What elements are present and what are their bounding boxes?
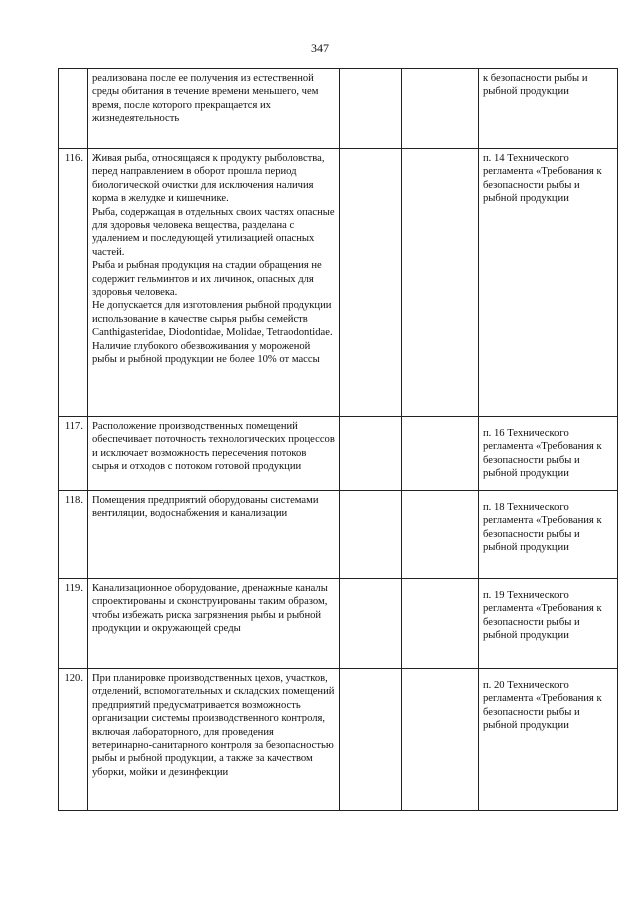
- reference-cell: п. 14 Технического регламента «Требования к безопасности рыбы и рыбной продукции: [479, 149, 618, 417]
- requirement-cell: [88, 491, 340, 579]
- empty-cell: [340, 149, 402, 417]
- page-number: 347: [311, 41, 329, 55]
- empty-cell: [402, 417, 479, 491]
- requirement-text: Рыба и рыбная продукция на стадии обращения не содержит гельминтов и их личинок, опасных для здоровья человека.: [92, 260, 322, 299]
- empty-cell: [402, 579, 479, 669]
- empty-cell: [402, 491, 479, 579]
- empty-cell: [340, 491, 402, 579]
- requirement-cell: [88, 417, 340, 491]
- reference-cell: [479, 491, 618, 579]
- empty-cell: [340, 69, 402, 149]
- requirement-cell: [88, 69, 340, 149]
- reference-text: п. 20 Технического регламента «Требования к безопасности рыбы и рыбной продукции: [483, 680, 602, 732]
- row-number: 118.: [59, 491, 88, 579]
- table-row: [59, 491, 618, 579]
- table-row: [59, 669, 618, 811]
- empty-cell: [340, 669, 402, 811]
- requirement-cell: [88, 579, 340, 669]
- reference-cell: к безопасности рыбы и рыбной продукции: [479, 69, 618, 149]
- row-number: [59, 69, 88, 149]
- table-row: [59, 69, 618, 149]
- requirement-text: Не допускается для изготовления рыбной продукции использование в качестве сырья рыбы семейств Canthigasteridae, Diodontidae, Molidae, Tetraodontidae.: [92, 300, 333, 339]
- empty-cell: [340, 579, 402, 669]
- reference-cell: [479, 417, 618, 491]
- table-row: [59, 149, 618, 417]
- row-number: 119.: [59, 579, 88, 669]
- requirements-table: [58, 68, 618, 811]
- requirement-text: Рыба, содержащая в отдельных своих частях опасные для здоровья человека вещества, разделана с удалением и последующей утилизацией опасных частей.: [92, 206, 335, 258]
- reference-cell: [479, 579, 618, 669]
- reference-text: п. 16 Технического регламента «Требования к безопасности рыбы и рыбной продукции: [483, 428, 602, 480]
- requirement-cell: [88, 149, 340, 417]
- reference-cell: [479, 669, 618, 811]
- empty-cell: [402, 149, 479, 417]
- row-number: 117.: [59, 417, 88, 491]
- reference-text: п. 19 Технического регламента «Требования к безопасности рыбы и рыбной продукции: [483, 590, 602, 642]
- requirement-text: Канализационное оборудование, дренажные каналы спроектированы и сконструированы таким образом, чтобы избежать риска загрязнения рыбы и рыбной продукции и окружающей среды: [92, 583, 328, 635]
- row-number: 116.: [59, 149, 88, 417]
- table-row: [59, 579, 618, 669]
- table-row: [59, 417, 618, 491]
- requirement-text: Расположение производственных помещений обеспечивает поточность технологических процессов и исключает возможность пересечения потоков сырья и отходов с потоком готовой продукции: [92, 421, 335, 473]
- empty-cell: [340, 417, 402, 491]
- requirement-cell: [88, 669, 340, 811]
- row-number: 120.: [59, 669, 88, 811]
- requirement-text: Живая рыба, относящаяся к продукту рыболовства, перед направлением в оборот прошла период биологической очистки для исключения наличия корма в желудке и кишечнике.: [92, 153, 325, 205]
- empty-cell: [402, 69, 479, 149]
- reference-text: п. 18 Технического регламента «Требования к безопасности рыбы и рыбной продукции: [483, 502, 602, 554]
- empty-cell: [402, 669, 479, 811]
- requirement-text: При планировке производственных цехов, участков, отделений, вспомогательных и складских помещений предприятий предусматривается возможность организации системы производственного контроля, включая лабораторного, для проведения ветеринарно-санитарного контроля за безопасностью рыбы и рыбной продукции, а также за качеством уборки, мойки и дезинфекции: [92, 673, 335, 778]
- requirement-text: Помещения предприятий оборудованы системами вентиляции, водоснабжения и канализации: [92, 495, 319, 520]
- requirement-text: Наличие глубокого обезвоживания у мороженой рыбы и рыбной продукции не более 10% от массы: [92, 340, 320, 366]
- requirement-text: реализована после ее получения из естественной среды обитания в течение времени меньшего, чем время, после которого прекращается их жизнедеятельность: [92, 73, 319, 125]
